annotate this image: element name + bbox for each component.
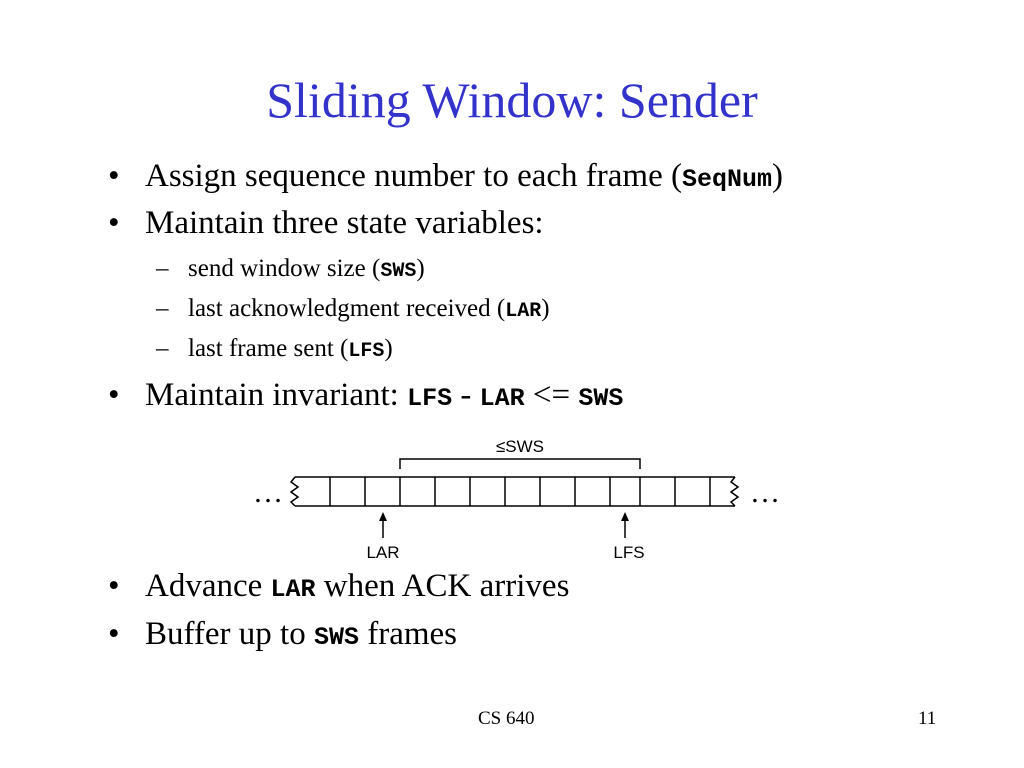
operator-minus: -: [452, 377, 480, 413]
bullet-text: Advance: [145, 568, 271, 604]
bullet-text: Maintain three state variables:: [145, 205, 544, 241]
bullet-text: Assign sequence number to each frame (: [145, 158, 682, 194]
bullet-marker: •: [108, 205, 120, 241]
bullet-marker: •: [108, 568, 120, 604]
code-lar: LAR: [479, 384, 525, 413]
lfs-label: LFS: [613, 543, 645, 562]
bullet-assign-seqnum: [145, 156, 783, 200]
sub-bullet-sws: [188, 253, 425, 288]
code-sws: SWS: [578, 384, 624, 413]
bullet-text-end: ): [771, 158, 783, 194]
bullet-text: Maintain invariant:: [145, 377, 408, 413]
sub-bullet-marker: –: [156, 255, 169, 282]
sub-bullet-marker: –: [156, 335, 169, 362]
sliding-window-diagram: [0, 420, 1024, 580]
code-sws: SWS: [313, 623, 359, 652]
code-lar: LAR: [270, 575, 316, 604]
lar-label: LAR: [366, 543, 400, 562]
sub-bullet-text-end: ): [541, 295, 550, 322]
window-bracket: [400, 459, 640, 469]
sub-bullet-text-end: ): [416, 255, 425, 282]
bullet-buffer: [145, 614, 457, 658]
sub-bullet-lar: [188, 293, 550, 328]
sub-bullet-text: last acknowledgment received (: [188, 295, 506, 322]
lfs-arrowhead: [621, 512, 629, 521]
slide-title: Sliding Window: Sender: [266, 72, 758, 128]
bullet-text: Buffer up to: [145, 616, 314, 652]
bullet-marker: •: [108, 616, 120, 652]
code-lfs: LFS: [407, 384, 453, 413]
page-number: 11: [918, 708, 937, 729]
sub-bullet-lfs: [188, 333, 393, 368]
left-ellipsis: …: [253, 476, 283, 509]
code-lfs: LFS: [348, 340, 385, 363]
sub-bullet-text: last frame sent (: [188, 335, 349, 362]
code-sws: SWS: [380, 260, 417, 283]
lar-arrowhead: [379, 512, 387, 521]
sub-bullet-marker: –: [156, 295, 169, 322]
right-ellipsis: …: [750, 476, 780, 509]
window-size-label: ≤SWS: [495, 437, 545, 456]
sub-bullet-text-end: ): [384, 335, 393, 362]
footer-course: CS 640: [478, 708, 535, 729]
bullet-state-variables: [145, 203, 544, 243]
operator-lte: <=: [524, 377, 579, 413]
sub-bullet-text: send window size (: [188, 255, 381, 282]
bullet-invariant: [145, 375, 623, 419]
bullet-text-end: frames: [358, 616, 458, 652]
bullet-marker: •: [108, 158, 120, 194]
bullet-advance-lar: [145, 566, 569, 610]
code-seqnum: SeqNum: [681, 165, 772, 194]
frame-buffer: [291, 477, 738, 506]
bullet-marker: •: [108, 377, 120, 413]
bullet-text-end: when ACK arrives: [315, 568, 570, 604]
code-lar: LAR: [505, 300, 542, 323]
